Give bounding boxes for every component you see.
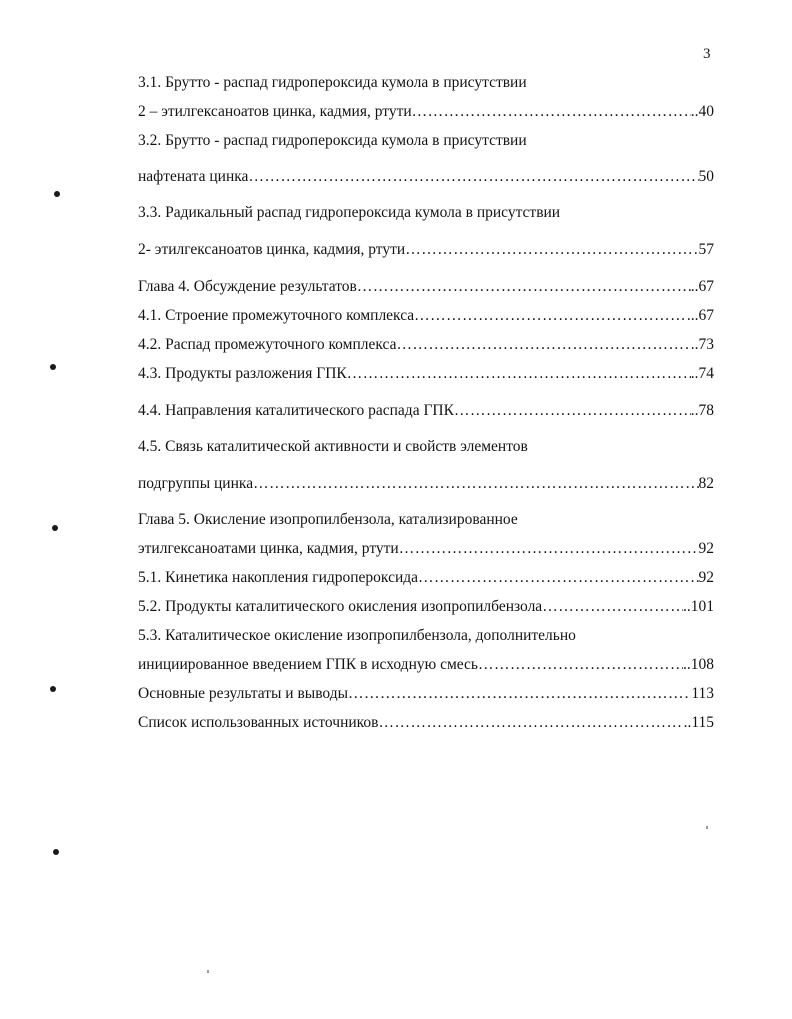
toc-entry-text: подгруппы цинка <box>138 475 254 492</box>
dot-leader <box>542 597 683 617</box>
toc-page-number: 50 <box>698 168 714 185</box>
dot-leader <box>357 277 691 297</box>
toc-entry-text: Глава 4. Обсуждение результатов <box>138 278 357 295</box>
toc-page-number: ..78 <box>690 402 714 419</box>
toc-entry[interactable] <box>138 306 714 326</box>
toc-page-number: 82 <box>698 475 714 492</box>
toc-entry-title-line: 3.2. Брутто - распад гидропероксида кумола в присутствии <box>138 132 527 149</box>
dot-leader <box>396 335 690 355</box>
scan-speck <box>207 970 209 973</box>
toc-page-number: ..67 <box>690 278 714 295</box>
binder-hole-mark <box>53 849 59 855</box>
toc-entry[interactable] <box>138 539 714 559</box>
toc-page-number: ..101 <box>683 598 714 615</box>
toc-page-number: ..115 <box>683 714 714 731</box>
toc-entry[interactable] <box>138 401 714 421</box>
toc-page-number: ..40 <box>690 103 714 120</box>
dot-leader <box>414 306 687 326</box>
dot-leader <box>405 240 698 260</box>
toc-entry-title-line: 3.3. Радикальный распад гидропероксида кумола в присутствии <box>138 204 561 221</box>
toc-entry-title-line: 5.3. Каталитическое окисление изопропилбензола, дополнительно <box>138 627 576 644</box>
toc-entry[interactable] <box>138 240 714 260</box>
binder-hole-mark <box>52 525 58 531</box>
toc-entry[interactable] <box>138 102 714 122</box>
toc-entry-text: 5.2. Продукты каталитического окисления изопропилбензола <box>138 598 543 615</box>
dot-leader <box>378 713 683 733</box>
toc-entry[interactable] <box>138 713 714 733</box>
page-number: 3 <box>703 46 711 62</box>
toc-entry-text: 4.1. Строение промежуточного комплекса <box>138 307 415 324</box>
binder-hole-mark <box>50 686 56 692</box>
dot-leader <box>418 568 698 588</box>
dot-leader <box>253 474 698 494</box>
toc-entry-text: нафтената цинка <box>138 168 249 185</box>
dot-leader <box>478 655 683 675</box>
toc-entry-text: 4.2. Распад промежуточного комплекса <box>138 336 397 353</box>
dot-leader <box>399 539 699 559</box>
toc-entry[interactable] <box>138 474 714 494</box>
toc-entry-title-line: Глава 5. Окисление изопропилбензола, катализированное <box>138 511 518 528</box>
toc-entry[interactable] <box>138 597 714 617</box>
toc-entry-text: 4.3. Продукты разложения ГПК <box>138 365 347 382</box>
toc-entry-text: 2- этилгексаноатов цинка, кадмия, ртути <box>138 241 406 258</box>
toc-entry-text: этилгексаноатами цинка, кадмия, ртути <box>138 540 399 557</box>
toc-page-number: 113 <box>691 685 714 702</box>
dot-leader <box>248 167 698 187</box>
toc-page-number: ...67 <box>686 307 714 324</box>
toc-entry-text: 4.4. Направления каталитического распада ГПК <box>138 402 454 419</box>
toc-page-number: ..73 <box>690 336 714 353</box>
toc-entry-text: Основные результаты и выводы <box>138 685 349 702</box>
toc-entry-title-line: 3.1. Брутто - распад гидропероксида кумола в присутствии <box>138 74 527 91</box>
toc-entry[interactable] <box>138 335 714 355</box>
toc-entry-text: 2 – этилгексаноатов цинка, кадмия, ртути <box>138 103 412 120</box>
dot-leader <box>347 364 691 384</box>
toc-entry[interactable] <box>138 364 714 384</box>
binder-hole-mark <box>54 191 60 197</box>
dot-leader <box>348 684 691 704</box>
toc-entry-text: 5.1. Кинетика накопления гидропероксида <box>138 569 419 586</box>
toc-page-number: 92 <box>698 540 714 557</box>
toc-entry[interactable] <box>138 568 714 588</box>
toc-entry[interactable] <box>138 655 714 675</box>
toc-entry-text: инициированное введением ГПК в исходную смесь <box>138 656 478 673</box>
binder-hole-mark <box>50 364 56 370</box>
toc-page-number: ..74 <box>690 365 714 382</box>
toc-entry[interactable] <box>138 167 714 187</box>
scan-speck <box>706 826 708 829</box>
toc-page-number: 92 <box>698 569 714 586</box>
dot-leader <box>412 102 691 122</box>
toc-entry[interactable] <box>138 684 714 704</box>
toc-entry[interactable] <box>138 277 714 297</box>
toc-entry-text: Список использованных источников <box>138 714 379 731</box>
toc-page-number: 57 <box>698 241 714 258</box>
dot-leader <box>454 401 691 421</box>
toc-entry-title-line: 4.5. Связь каталитической активности и свойств элементов <box>138 438 528 455</box>
toc-page-number: ..108 <box>683 656 714 673</box>
